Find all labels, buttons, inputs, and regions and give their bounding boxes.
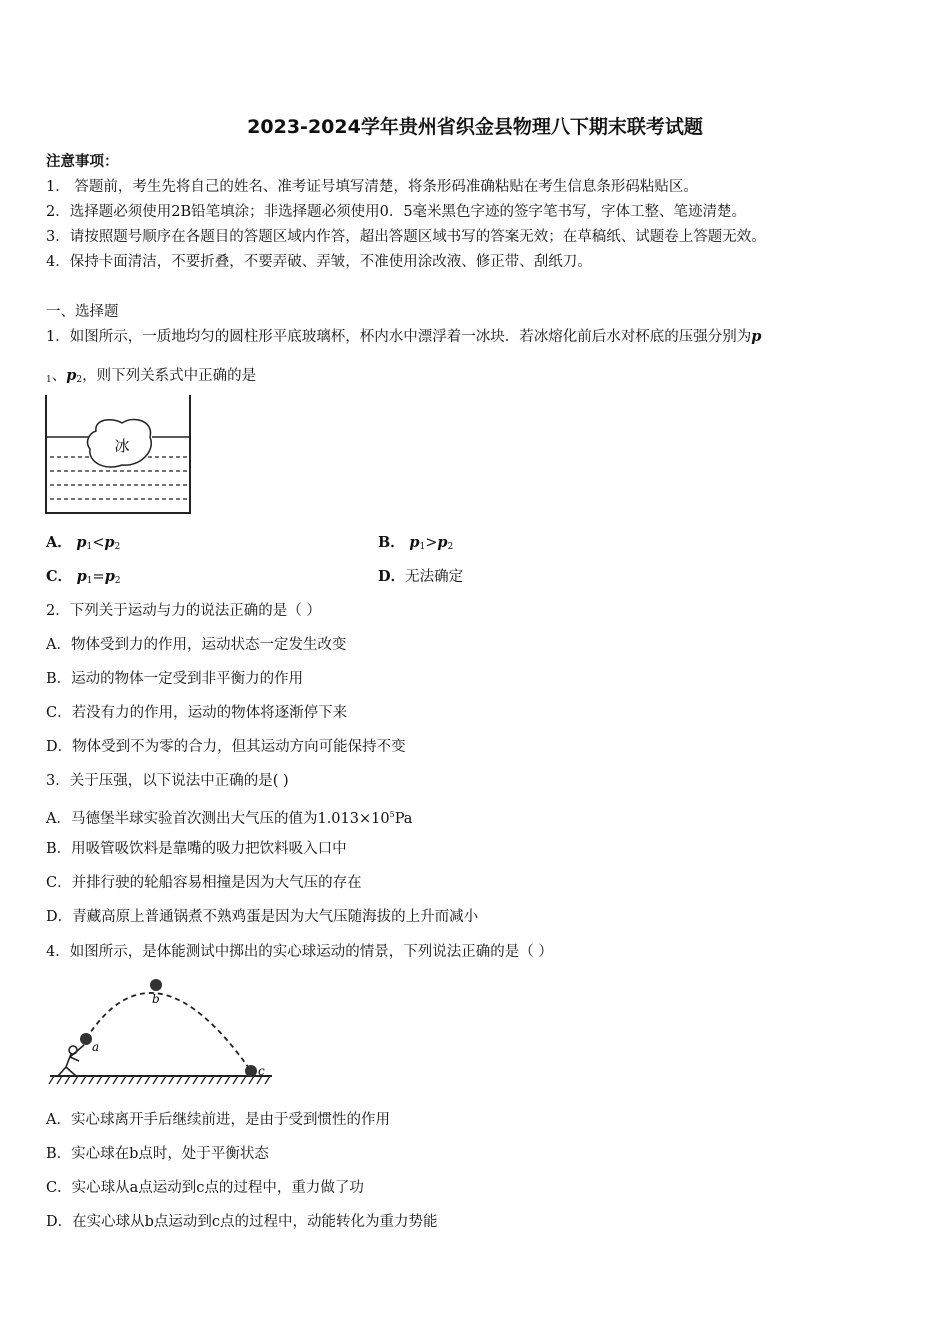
option-text: 无法确定: [405, 569, 464, 585]
q1-stem-tail: ，则下列关系式中正确的是: [82, 368, 257, 384]
option-letter: A．: [46, 534, 72, 551]
q1-p2-symbol: p: [66, 367, 77, 384]
p-symbol: p: [76, 568, 87, 585]
q1-stem: [46, 327, 761, 347]
option-letter: B．: [378, 534, 405, 551]
q2-option-a[interactable]: A．物体受到力的作用，运动状态一定发生改变: [46, 637, 347, 653]
q1-sep: 、: [51, 368, 67, 384]
q3-option-b[interactable]: B．用吸管吸饮料是靠嘴的吸力把饮料吸入口中: [46, 841, 347, 857]
subscript: 1: [86, 576, 93, 586]
q2-option-c[interactable]: C．若没有力的作用，运动的物体将逐渐停下来: [46, 705, 348, 721]
section-heading: 一、选择题: [46, 304, 119, 320]
projectile-figure: [46, 975, 276, 1090]
q4-stem: 4．如图所示，是体能测试中掷出的实心球运动的情景，下列说法正确的是（ ）: [46, 944, 553, 960]
label-a: a: [92, 1040, 100, 1054]
notice-heading: 注意事项：: [46, 153, 119, 170]
page-title: 2023-2024学年贵州省织金县物理八下期末联考试题: [247, 116, 703, 138]
q3-option-c[interactable]: C．并排行驶的轮船容易相撞是因为大气压的存在: [46, 875, 362, 891]
q1-option-c[interactable]: [46, 567, 121, 591]
label-b: b: [152, 992, 160, 1006]
ice-label: 冰: [114, 437, 130, 455]
subscript: 2: [114, 576, 121, 586]
ball-b: [150, 979, 162, 991]
notice-item: 3．请按照题号顺序在各题目的答题区域内作答，超出答题区域书写的答案无效；在草稿纸、试题卷上答题无效。: [46, 229, 766, 245]
q1-sub1: 1: [46, 375, 52, 385]
p-symbol: p: [104, 534, 115, 551]
q1-option-a[interactable]: [46, 533, 120, 557]
athlete-figure: [58, 1045, 84, 1076]
exponent: 5: [389, 810, 395, 819]
notice-item: 4．保持卡面清洁，不要折叠，不要弄破、弄皱，不准使用涂改液、修正带、刮纸刀。: [46, 254, 592, 270]
q3-stem: 3．关于压强，以下说法中正确的是( ): [46, 773, 289, 789]
ball-a: [80, 1033, 92, 1045]
q1-stem-cont: [46, 366, 256, 390]
option-text: A．马德堡半球实验首次测出大气压的值为1.013×10: [46, 811, 390, 827]
option-letter: C．: [46, 568, 73, 585]
ball-c: [245, 1065, 257, 1077]
ground-hatch: [49, 1076, 270, 1084]
q1-sub2: 2: [76, 375, 83, 385]
q1-option-d[interactable]: [378, 567, 463, 587]
relation: =: [92, 569, 105, 585]
q4-option-a[interactable]: A．实心球离开手后继续前进，是由于受到惯性的作用: [46, 1112, 390, 1128]
relation: >: [425, 535, 438, 551]
q1-stem-text: 1．如图所示，一质地均匀的圆柱形平底玻璃杯，杯内水中漂浮着一冰块．若冰熔化前后水对杯底的压强分别为: [46, 329, 752, 345]
q3-option-d[interactable]: D．青藏高原上普通锅煮不熟鸡蛋是因为大气压随海拔的上升而减小: [46, 909, 479, 925]
label-c: c: [258, 1064, 265, 1078]
q3-option-a[interactable]: [46, 805, 412, 829]
q4-option-c[interactable]: C．实心球从a点运动到c点的过程中，重力做了功: [46, 1180, 364, 1196]
p-symbol: p: [409, 534, 420, 551]
q2-option-b[interactable]: B．运动的物体一定受到非平衡力的作用: [46, 671, 304, 687]
subscript: 2: [114, 542, 121, 552]
q1-option-b[interactable]: [378, 533, 453, 557]
notice-item: 2．选择题必须使用2B铅笔填涂；非选择题必须使用0．5毫米黑色字迹的签字笔书写，字体工整、笔迹清楚。: [46, 204, 747, 220]
q2-option-d[interactable]: D．物体受到不为零的合力，但其运动方向可能保持不变: [46, 739, 406, 755]
relation: <: [92, 535, 105, 551]
p-symbol: p: [437, 534, 448, 551]
q4-option-b[interactable]: B．实心球在b点时，处于平衡状态: [46, 1146, 269, 1162]
glass-with-ice-figure: [44, 393, 194, 518]
notice-item: 1． 答题前，考生先将自己的姓名、准考证号填写清楚，将条形码准确粘贴在考生信息条形码粘贴区。: [46, 179, 698, 195]
p-symbol: p: [76, 534, 87, 551]
subscript: 1: [86, 542, 93, 552]
unit: Pa: [394, 811, 413, 827]
q1-p-symbol: p: [751, 328, 762, 345]
q2-stem: 2．下列关于运动与力的说法正确的是（ ）: [46, 603, 321, 619]
option-letter: D．: [378, 568, 406, 585]
subscript: 1: [419, 542, 426, 552]
subscript: 2: [447, 542, 454, 552]
q4-option-d[interactable]: D．在实心球从b点运动到c点的过程中，动能转化为重力势能: [46, 1214, 438, 1230]
p-symbol: p: [104, 568, 115, 585]
